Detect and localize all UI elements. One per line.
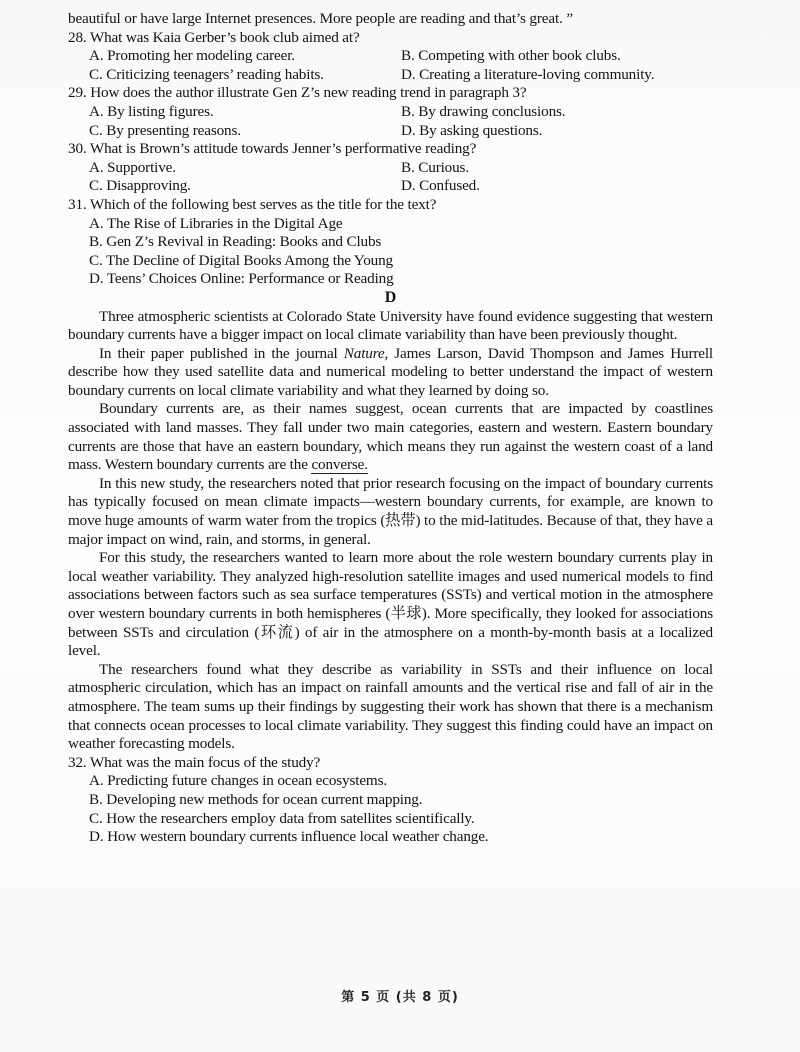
paragraph-text: , James Larson, David Thompson and James Hurrell describe how they used satellite data and numerical modeling to better understand the impact of western boundary currents on local climate variability and what they learned by doing so.: [68, 344, 713, 399]
passage-paragraph-6: The researchers found what they describe as variability in SSTs and their influence on local atmospheric circulation, which has an impact on rainfall amounts and the vertical rise and fall of air in the atmosphere. The team sums up their findings by suggesting their work has shown that there is a mechanism that connects ocean processes to local climate variability. They suggest this finding could have an impact on weather forecasting models.: [68, 660, 713, 753]
question-31: [68, 196, 713, 289]
section-heading-d: D: [384, 288, 397, 306]
option-a: A. Supportive.: [89, 158, 176, 176]
option-a: A. The Rise of Libraries in the Digital Age: [89, 214, 343, 232]
question-number: 31.: [68, 195, 87, 213]
option-c: C. Disapproving.: [89, 177, 191, 195]
passage-paragraph-5: For this study, the researchers wanted to learn more about the role western boundary currents play in local weather variability. They analyzed high-resolution satellite images and used numerical models to find associations between factors such as sea surface temperatures (SSTs) and vertical motion in the atmosphere over western boundary currents in both hemispheres (半球). More specifically, they looked for associations between SSTs and circulation (环流) of air in the atmosphere on a month-by-month basis at a localized level.: [68, 549, 713, 660]
question-number: 30.: [68, 140, 87, 158]
option-d: D. Teens’ Choices Online: Performance or Reading: [89, 270, 394, 288]
option-a: A. By listing figures.: [89, 102, 214, 120]
option-c: C. How the researchers employ data from satellites scientifically.: [89, 809, 475, 827]
carryover-text: beautiful or have large Internet presences. More people are reading and that’s great. ”: [68, 10, 573, 27]
option-b: B. Competing with other book clubs.: [401, 47, 621, 65]
question-number: 28.: [68, 28, 87, 46]
question-29: [68, 84, 713, 140]
underlined-word: converse.: [311, 456, 368, 474]
passage-paragraph-4: In this new study, the researchers noted that prior research focusing on the impact of boundary currents has typically focused on mean climate impacts—western boundary currents, for example, are known to move huge amounts of warm water from the tropics (热带) to the mid-latitudes. Because of that, they have a major impact on wind, rain, and storms, in general.: [68, 474, 713, 548]
option-b: B. By drawing conclusions.: [401, 102, 566, 120]
option-a: A. Promoting her modeling career.: [89, 47, 295, 65]
option-c: C. The Decline of Digital Books Among the Young: [89, 251, 394, 269]
question-text: Which of the following best serves as the title for the text?: [89, 195, 437, 213]
option-d: D. How western boundary currents influence local weather change.: [89, 828, 489, 846]
page-content: [68, 10, 713, 847]
option-d: D. Confused.: [401, 177, 480, 195]
page-number-footer: 第 5 页 (共 8 页): [341, 990, 459, 1005]
option-c: C. By presenting reasons.: [89, 121, 241, 139]
option-d: D. By asking questions.: [401, 121, 543, 139]
passage-paragraph-1: Three atmospheric scientists at Colorado State University have found evidence suggesting that western boundary currents have a bigger impact on local climate variability than have been previously thought.: [68, 307, 713, 344]
option-d: D. Creating a literature-loving community.: [401, 65, 655, 83]
question-text: How does the author illustrate Gen Z’s new reading trend in paragraph 3?: [90, 84, 527, 102]
question-32: [68, 754, 713, 847]
question-text: What is Brown’s attitude towards Jenner’s performative reading?: [89, 140, 477, 158]
option-c: C. Criticizing teenagers’ reading habits.: [89, 65, 324, 83]
paragraph-text: Boundary currents are, as their names suggest, ocean currents that are impacted by coastlines associated with land masses. They fall under two main categories, eastern and western. Eastern boundary currents are those that have an eastern boundary, which means they run against the western coast of a land mass. Western boundary currents are the: [68, 400, 713, 474]
question-text: What was the main focus of the study?: [89, 753, 321, 771]
journal-title: Nature: [343, 344, 385, 362]
question-text: What was Kaia Gerber’s book club aimed at?: [89, 28, 360, 46]
paragraph-text: In their paper published in the journal: [99, 344, 344, 362]
option-b: B. Curious.: [401, 158, 469, 176]
passage-paragraph-3: [68, 400, 713, 474]
question-number: 32.: [68, 753, 87, 771]
question-number: 29.: [68, 84, 87, 102]
question-30: [68, 140, 713, 196]
option-b: B. Developing new methods for ocean current mapping.: [89, 790, 423, 808]
option-b: B. Gen Z’s Revival in Reading: Books and Clubs: [89, 233, 382, 251]
passage-paragraph-2: [68, 345, 713, 401]
option-a: A. Predicting future changes in ocean ecosystems.: [89, 772, 387, 790]
question-28: [68, 29, 713, 85]
